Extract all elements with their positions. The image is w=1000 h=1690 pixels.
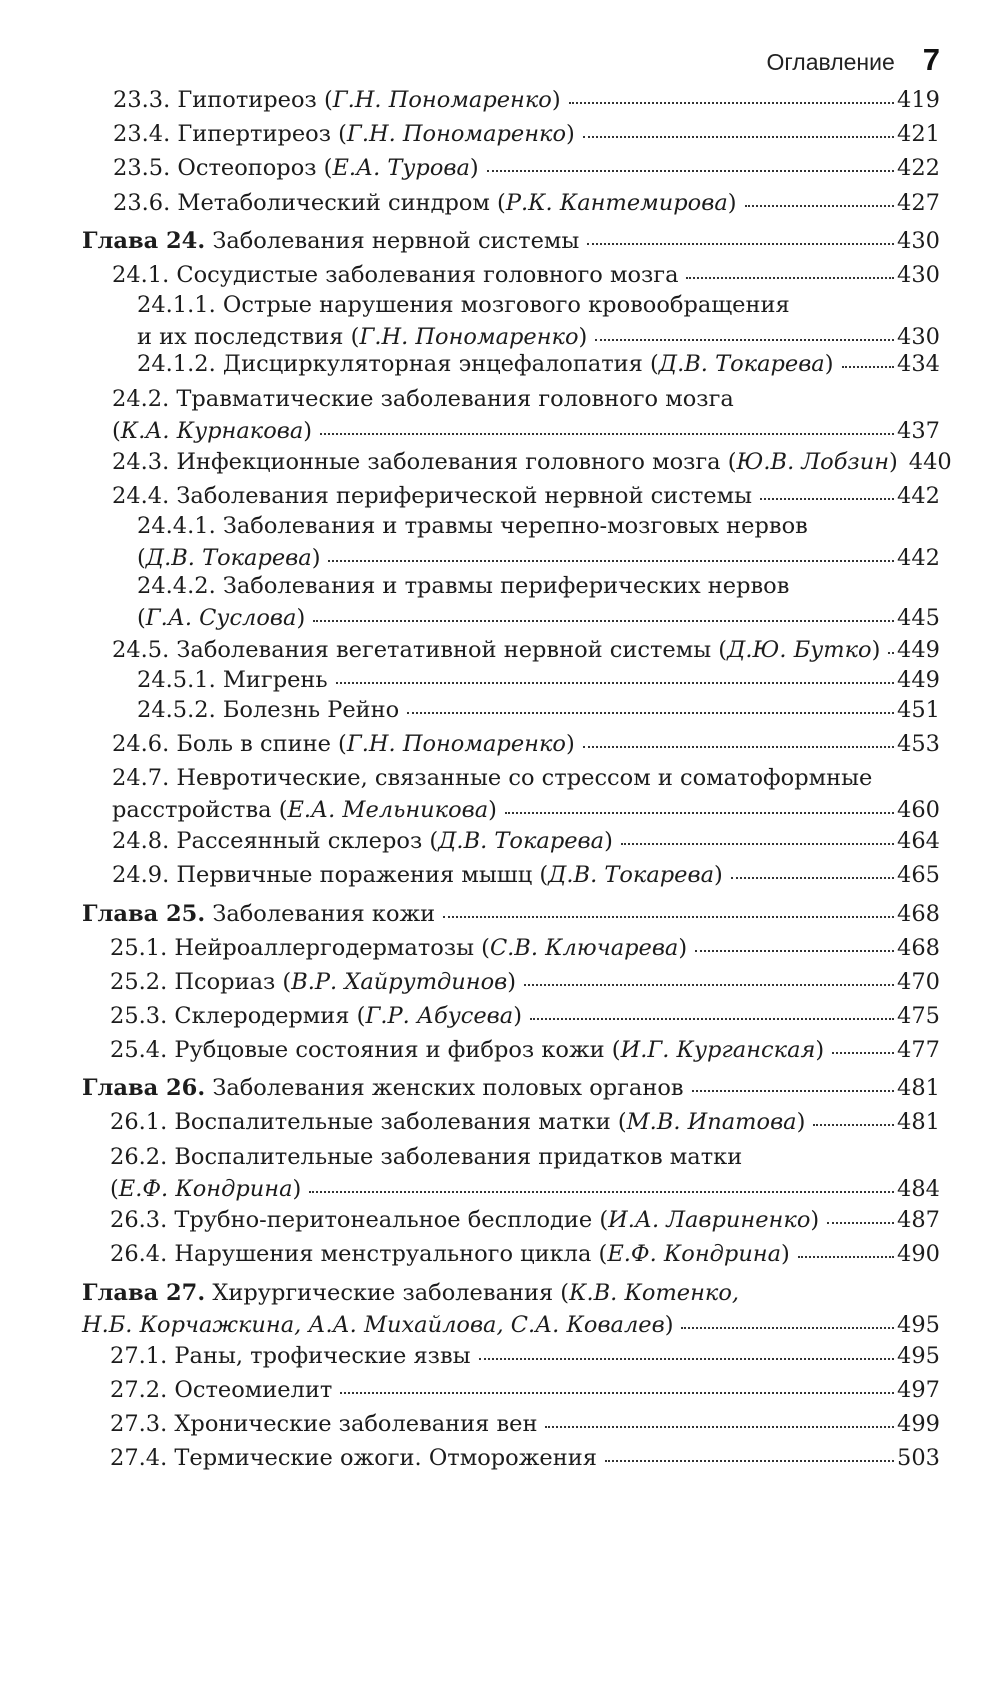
toc-entry: [0, 694, 940, 726]
entry-title: 24.4.2. Заболевания и травмы периферических нервов: [137, 573, 790, 599]
entry-page-number: 421: [897, 121, 940, 147]
entry-line: [0, 602, 940, 634]
entry-line: [0, 1408, 940, 1440]
toc-entry: [0, 1106, 940, 1138]
entry-author: Е.А. Турова: [332, 155, 470, 181]
entry-author: Г.Н. Пономаренко: [346, 731, 566, 757]
entry-title: Хирургические заболевания (: [205, 1280, 570, 1306]
entry-title: 26.2. Воспалительные заболевания придатков матки: [110, 1144, 743, 1170]
entry-close-paren: ): [714, 862, 723, 888]
entry-line: [0, 966, 940, 998]
entry-text: [112, 259, 678, 291]
entry-close-paren: ): [815, 1037, 825, 1063]
dot-leader: [328, 559, 894, 562]
entry-line: [0, 1374, 940, 1406]
entry-title: (: [110, 1176, 119, 1202]
entry-title: 24.2. Травматические заболевания головного мозга: [112, 386, 734, 412]
chapter-entry: [0, 1277, 940, 1341]
entry-close-paren: ): [578, 324, 588, 350]
entry-close-paren: ): [604, 828, 613, 854]
entry-page-number: 449: [897, 667, 940, 693]
entry-first-line: [0, 762, 940, 794]
page-number: 7: [922, 42, 940, 77]
entry-author: Д.В. Токарева: [658, 351, 825, 377]
entry-close-paren: ): [889, 449, 898, 475]
entry-text: [113, 84, 561, 116]
entry-line: [0, 728, 940, 760]
entry-page-number: 453: [897, 731, 940, 757]
dot-leader: [745, 204, 895, 207]
toc-entry: [0, 510, 940, 574]
entry-page-number: 490: [897, 1241, 940, 1267]
entry-close-paren: ): [727, 190, 737, 216]
entry-text: [112, 634, 880, 666]
entry-page-number: 464: [897, 828, 940, 854]
running-head: [767, 42, 940, 78]
running-head-title: Оглавление: [766, 49, 895, 75]
toc-entry: [0, 348, 940, 380]
entry-text: [82, 225, 579, 257]
entry-close-paren: ): [292, 1176, 302, 1202]
entry-line: [0, 825, 940, 857]
entry-title: 24.4.1. Заболевания и травмы черепно-мозговых нервов: [137, 513, 808, 539]
entry-page-number: 499: [897, 1411, 940, 1437]
dot-leader: [545, 1425, 894, 1428]
entry-close-paren: ): [824, 351, 834, 377]
chapter-entry: [0, 225, 940, 257]
entry-text: [112, 446, 898, 478]
entry-text: [110, 1034, 824, 1066]
entry-title: 24.1.2. Дисциркуляторная энцефалопатия (: [137, 351, 659, 377]
entry-text: [110, 1106, 805, 1138]
entry-text: [112, 794, 497, 826]
entry-page-number: 481: [897, 1109, 940, 1135]
chapter-label: Глава 24.: [82, 228, 206, 254]
entry-text: [112, 415, 312, 447]
dot-leader: [309, 1190, 894, 1193]
entry-line: [0, 1034, 940, 1066]
entry-page-number: 484: [897, 1176, 940, 1202]
dot-leader: [583, 745, 894, 748]
entry-page-number: 487: [897, 1207, 940, 1233]
entry-title: (: [137, 605, 146, 631]
entry-author: И.Г. Курганская: [620, 1037, 816, 1063]
entry-line: [0, 1173, 940, 1205]
entry-text: [112, 859, 723, 891]
entry-text: [110, 1173, 301, 1205]
entry-close-paren: ): [810, 1207, 820, 1233]
entry-text: [110, 1000, 522, 1032]
entry-page-number: 468: [897, 935, 940, 961]
entry-page-number: 468: [897, 901, 940, 927]
entry-page-number: 495: [897, 1312, 940, 1338]
entry-author: Г.Н. Пономаренко: [359, 324, 579, 350]
entry-line: [0, 84, 940, 116]
dot-leader: [407, 711, 894, 714]
chapter-entry: [0, 1072, 940, 1104]
toc-entry: [0, 1000, 940, 1032]
entry-close-paren: ): [796, 1109, 806, 1135]
entry-author: В.Р. Хайрутдинов: [291, 969, 508, 995]
entry-text: [82, 1309, 673, 1341]
entry-title: 23.6. Метаболический синдром (: [113, 190, 506, 216]
entry-text: [110, 1340, 471, 1372]
entry-title: 23.5. Остеопороз (: [113, 155, 333, 181]
entry-text: [82, 1072, 684, 1104]
entry-close-paren: ): [566, 121, 575, 147]
entry-line: [0, 446, 952, 478]
toc-entry: [0, 446, 952, 478]
entry-page-number: 465: [897, 862, 940, 888]
entry-title: 24.1.1. Острые нарушения мозгового кровообращения: [137, 292, 790, 318]
entry-page-number: 419: [897, 87, 940, 113]
entry-text: [137, 348, 834, 380]
entry-text: [112, 480, 752, 512]
entry-close-paren: ): [311, 545, 321, 571]
entry-title: 25.4. Рубцовые состояния и фиброз кожи (: [110, 1037, 621, 1063]
toc-entry: [0, 966, 940, 998]
dot-leader: [320, 432, 894, 435]
entry-title: 24.5. Заболевания вегетативной нервной системы (: [112, 637, 728, 663]
entry-author: Д.В. Токарева: [548, 862, 715, 888]
entry-title: 24.1. Сосудистые заболевания головного мозга: [112, 262, 679, 288]
entry-line: [0, 259, 940, 291]
entry-text: [137, 694, 399, 726]
entry-line: [0, 794, 940, 826]
dot-leader: [827, 1221, 894, 1224]
dot-leader: [731, 876, 894, 879]
entry-title: 24.5.2. Болезнь Рейно: [137, 697, 400, 723]
toc-entry: [0, 1408, 940, 1440]
entry-line: [0, 348, 940, 380]
entry-line: [0, 898, 940, 930]
entry-title: 24.6. Боль в спине (: [112, 731, 347, 757]
entry-text: [110, 1238, 790, 1270]
entry-title: 25.2. Псориаз (: [110, 969, 292, 995]
entry-author: С.В. Ключарева: [489, 935, 679, 961]
dot-leader: [505, 811, 894, 814]
entry-line: [0, 480, 940, 512]
entry-author: Ю.В. Лобзин: [736, 449, 890, 475]
toc-entry: [0, 118, 940, 150]
entry-title: 27.1. Раны, трофические язвы: [110, 1343, 471, 1369]
chapter-label: Глава 25.: [82, 901, 206, 927]
entry-title: 24.3. Инфекционные заболевания головного мозга (: [112, 449, 737, 475]
entry-title: и их последствия (: [137, 324, 360, 350]
entry-text: [82, 898, 435, 930]
dot-leader: [340, 1391, 894, 1394]
entry-title: 25.1. Нейроаллергодерматозы (: [110, 935, 490, 961]
dot-leader: [832, 1051, 894, 1054]
entry-title: 26.3. Трубно-перитонеальное бесплодие (: [110, 1207, 609, 1233]
entry-first-line: [0, 1277, 940, 1309]
entry-page-number: 442: [897, 483, 940, 509]
dot-leader: [798, 1255, 894, 1258]
entry-title: (: [112, 418, 121, 444]
entry-author: Г.А. Суслова: [145, 605, 297, 631]
entry-line: [0, 1238, 940, 1270]
entry-text: [110, 1204, 819, 1236]
entry-title: Заболевания нервной системы: [205, 228, 580, 254]
dot-leader: [842, 365, 895, 368]
toc-entry: [0, 1442, 940, 1474]
entry-author: Е.Ф. Кондрина: [118, 1176, 293, 1202]
entry-title: 26.1. Воспалительные заболевания матки (: [110, 1109, 627, 1135]
entry-page-number: 437: [897, 418, 940, 444]
entry-author: К.В. Котенко,: [569, 1280, 740, 1306]
toc-entry: [0, 1141, 940, 1205]
entry-line: [0, 634, 940, 666]
toc-entry: [0, 259, 940, 291]
chapter-label: Глава 26.: [82, 1075, 206, 1101]
entry-page-number: 497: [897, 1377, 940, 1403]
dot-leader: [760, 497, 894, 500]
toc-entry: [0, 728, 940, 760]
toc-entry: [0, 480, 940, 512]
toc-entry: [0, 762, 940, 826]
chapter-label: Глава 27.: [82, 1280, 206, 1306]
toc-entry: [0, 664, 940, 696]
entry-line: [0, 1000, 940, 1032]
entry-author: Р.К. Кантемирова: [505, 190, 728, 216]
entry-title: 25.3. Склеродермия (: [110, 1003, 366, 1029]
toc-entry: [0, 1238, 940, 1270]
entry-page-number: 475: [897, 1003, 940, 1029]
entry-line: [0, 1072, 940, 1104]
entry-close-paren: ): [513, 1003, 522, 1029]
entry-close-paren: ): [551, 87, 561, 113]
entry-line: [0, 1309, 940, 1341]
entry-author: Г.Н. Пономаренко: [332, 87, 552, 113]
entry-author: Д.В. Токарева: [438, 828, 605, 854]
dot-leader: [605, 1459, 894, 1462]
entry-close-paren: ): [507, 969, 517, 995]
toc-entry: [0, 84, 940, 116]
entry-line: [0, 187, 940, 219]
entry-line: [0, 1442, 940, 1474]
dot-leader: [686, 276, 894, 279]
entry-page-number: 451: [897, 697, 940, 723]
toc-entry: [0, 289, 940, 353]
dot-leader: [313, 619, 894, 622]
toc-entry: [0, 152, 940, 184]
entry-close-paren: ): [781, 1241, 790, 1267]
entry-line: [0, 932, 940, 964]
entry-page-number: 470: [897, 969, 940, 995]
dot-leader: [530, 1017, 894, 1020]
dot-leader: [695, 949, 894, 952]
toc-entry: [0, 570, 940, 634]
entry-close-paren: ): [565, 731, 575, 757]
entry-page-number: 427: [897, 190, 940, 216]
entry-author: К.А. Курнакова: [120, 418, 304, 444]
entry-text: [137, 664, 328, 696]
entry-page-number: 445: [897, 605, 940, 631]
dot-leader: [487, 169, 894, 172]
entry-author: И.А. Лавриненко: [608, 1207, 811, 1233]
entry-title: 24.8. Рассеянный склероз (: [112, 828, 439, 854]
toc-entry: [0, 1204, 940, 1236]
entry-title: 24.5.1. Мигрень: [137, 667, 328, 693]
entry-first-line: [0, 570, 940, 602]
entry-text: [110, 966, 516, 998]
dot-leader: [583, 135, 894, 138]
toc-entry: [0, 825, 940, 857]
chapter-entry: [0, 898, 940, 930]
entry-title: расстройства (: [112, 797, 288, 823]
entry-title: 24.7. Невротические, связанные со стрессом и соматоформные: [112, 765, 873, 791]
entry-page-number: 503: [897, 1445, 940, 1471]
entry-close-paren: ): [664, 1312, 674, 1338]
entry-author: Д.В. Токарева: [145, 545, 312, 571]
entry-title: 27.4. Термические ожоги. Отморожения: [110, 1445, 597, 1471]
entry-title: Заболевания женских половых органов: [205, 1075, 684, 1101]
entry-text: [113, 118, 575, 150]
entry-author: Н.Б. Корчажкина, А.А. Михайлова, С.А. Ковалев: [82, 1312, 665, 1338]
dot-leader: [681, 1326, 894, 1329]
entry-page-number: 460: [897, 797, 940, 823]
toc-entry: [0, 383, 940, 447]
dot-leader: [813, 1123, 894, 1126]
entry-line: [0, 415, 940, 447]
entry-close-paren: ): [296, 605, 306, 631]
entry-page-number: 440: [908, 449, 952, 475]
entry-line: [0, 859, 940, 891]
entry-text: [112, 825, 613, 857]
entry-first-line: [0, 1141, 940, 1173]
entry-title: 27.3. Хронические заболевания вен: [110, 1411, 538, 1437]
entry-page-number: 442: [897, 545, 940, 571]
entry-line: [0, 664, 940, 696]
entry-line: [0, 694, 940, 726]
toc-entry: [0, 187, 940, 219]
dot-leader: [524, 983, 894, 986]
entry-title: (: [137, 545, 146, 571]
entry-page-number: 477: [897, 1037, 940, 1063]
toc-entry: [0, 634, 940, 666]
dot-leader: [888, 651, 894, 654]
entry-line: [0, 225, 940, 257]
entry-title: 27.2. Остеомиелит: [110, 1377, 333, 1403]
entry-line: [0, 1204, 940, 1236]
dot-leader: [336, 681, 894, 684]
toc-entry: [0, 1034, 940, 1066]
entry-line: [0, 118, 940, 150]
entry-page-number: 422: [897, 155, 940, 181]
entry-title: 24.9. Первичные поражения мышц (: [112, 862, 549, 888]
dot-leader: [443, 915, 894, 918]
entry-author: М.В. Ипатова: [626, 1109, 797, 1135]
dot-leader: [587, 242, 894, 245]
entry-author: Д.Ю. Бутко: [727, 637, 872, 663]
entry-page-number: 434: [897, 351, 940, 377]
dot-leader: [621, 842, 894, 845]
toc-entry: [0, 1374, 940, 1406]
entry-title: Заболевания кожи: [205, 901, 436, 927]
entry-close-paren: ): [871, 637, 881, 663]
entry-line: [0, 1340, 940, 1372]
entry-page-number: 430: [897, 324, 940, 350]
entry-first-line: [0, 383, 940, 415]
entry-close-paren: ): [303, 418, 313, 444]
entry-text: [113, 152, 479, 184]
entry-author: Г.Н. Пономаренко: [346, 121, 567, 147]
entry-text: [137, 602, 305, 634]
entry-author: Г.Р. Абусева: [365, 1003, 514, 1029]
dot-leader: [569, 101, 894, 104]
entry-close-paren: ): [469, 155, 479, 181]
entry-page-number: 449: [897, 637, 940, 663]
dot-leader: [479, 1357, 895, 1360]
entry-page-number: 430: [897, 228, 940, 254]
entry-page-number: 495: [897, 1343, 940, 1369]
entry-author: Е.А. Мельникова: [287, 797, 489, 823]
entry-text: [110, 1374, 332, 1406]
toc-entry: [0, 932, 940, 964]
entry-title: 23.3. Гипотиреоз (: [113, 87, 333, 113]
entry-first-line: [0, 510, 940, 542]
entry-close-paren: ): [488, 797, 497, 823]
entry-page-number: 430: [897, 262, 940, 288]
entry-author: Е.Ф. Кондрина: [607, 1241, 782, 1267]
entry-first-line: [0, 289, 940, 321]
toc-entry: [0, 859, 940, 891]
entry-text: [113, 187, 737, 219]
dot-leader: [595, 338, 894, 341]
entry-page-number: 481: [897, 1075, 940, 1101]
toc-entry: [0, 1340, 940, 1372]
dot-leader: [692, 1089, 894, 1092]
entry-text: [112, 728, 575, 760]
entry-title: 23.4. Гипертиреоз (: [113, 121, 347, 147]
entry-title: 26.4. Нарушения менструального цикла (: [110, 1241, 608, 1267]
entry-text: [110, 1408, 537, 1440]
entry-title: 24.4. Заболевания периферической нервной системы: [112, 483, 752, 509]
entry-line: [0, 1106, 940, 1138]
entry-close-paren: ): [678, 935, 688, 961]
entry-text: [110, 932, 687, 964]
entry-line: [0, 152, 940, 184]
entry-text: [110, 1442, 597, 1474]
